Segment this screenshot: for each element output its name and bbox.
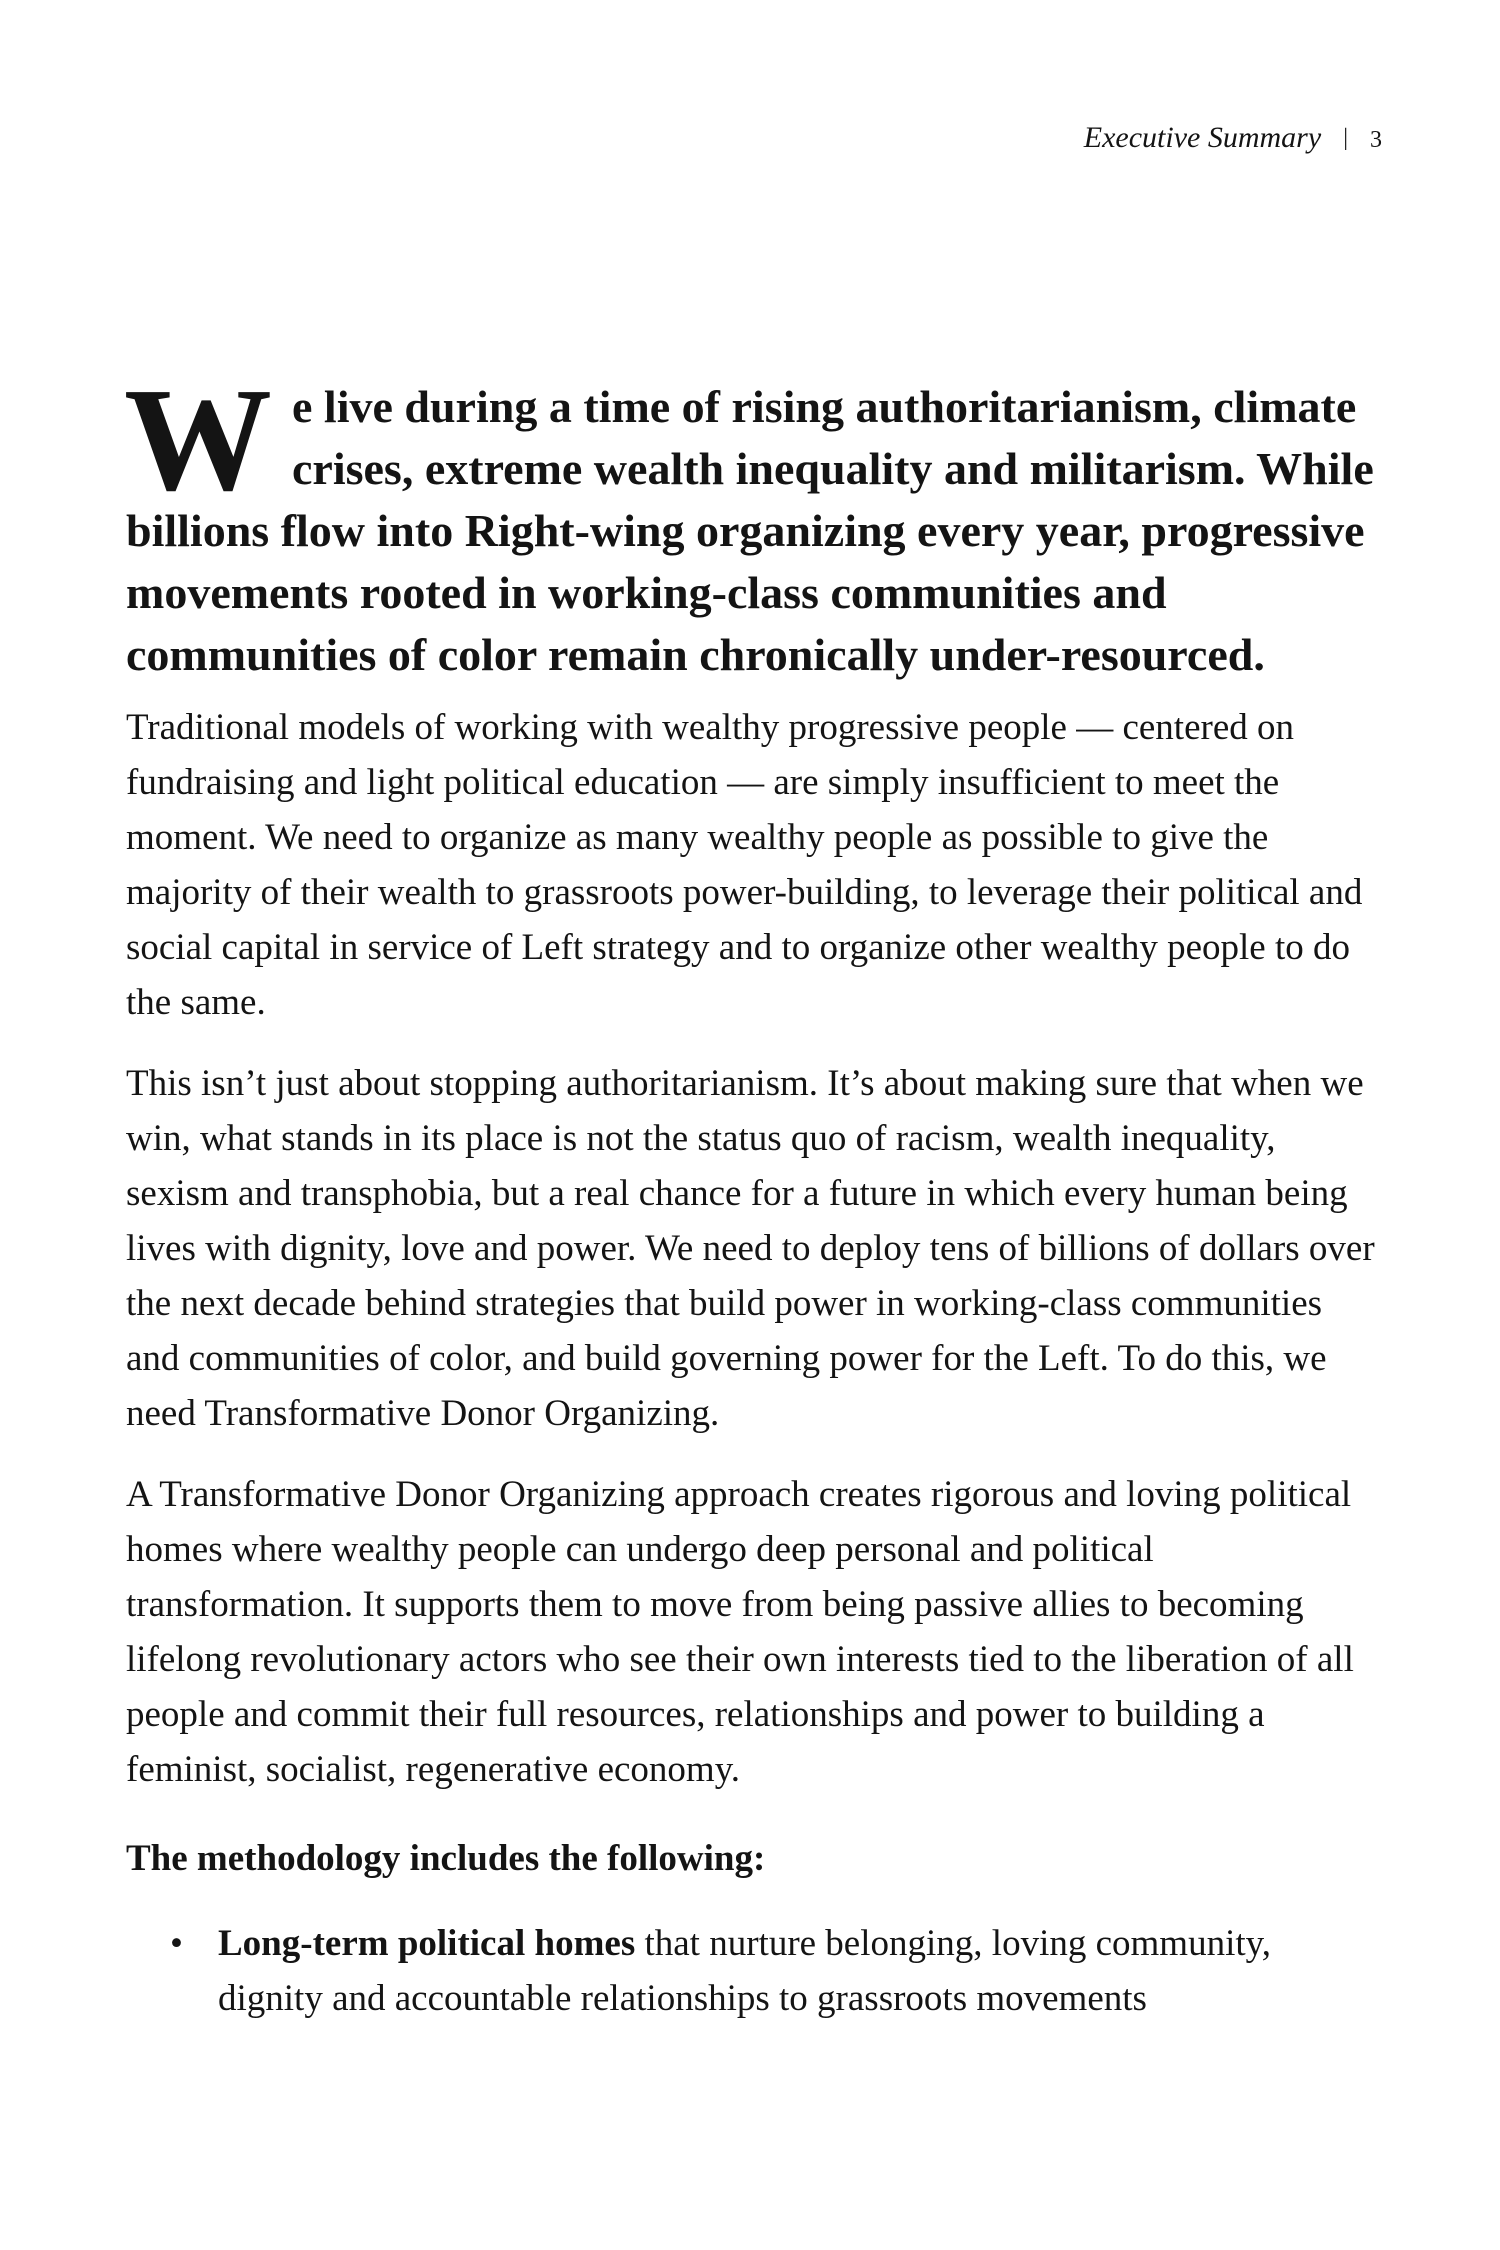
header-separator: |: [1343, 125, 1348, 151]
drop-cap: W: [124, 358, 272, 522]
body-paragraph-2: This isn’t just about stopping authoritarianism. It’s about making sure that when we win, what stands in its place is not the status quo of racism, wealth inequality, sexism and transphobia, but a real chance for a future in which every human being lives with dignity, love and power. We need to deploy tens of billions of dollars over the next decade behind strategies that build power in working-class communities and communities of color, and build governing power for the Left. To do this, we need Transformative Donor Organizing.: [126, 1063, 1375, 1434]
body-paragraph-1: Traditional models of working with wealthy progressive people — centered on fundraising and light political education — are simply insufficient to meet the moment. We need to organize as many wealthy people as possible to give the majority of their wealth to grassroots power-building, to leverage their political and social capital in service of Left strategy and to organize other wealthy people to do the same.: [126, 707, 1363, 1023]
list-item-text: that nurture belonging, loving community, dignity and accountable relationships to grassroots movements: [218, 1923, 1271, 2019]
methodology-heading: The methodology includes the following:: [126, 1838, 766, 1879]
lead-paragraph: [124, 358, 1376, 686]
body-paragraph-3: A Transformative Donor Organizing approach creates rigorous and loving political homes where wealthy people can undergo deep personal and political transformation. It supports them to move from being passive allies to becoming lifelong revolutionary actors who see their own interests tied to the liberation of all people and commit their full resources, relationships and power to building a feminist, socialist, regenerative economy.: [126, 1474, 1354, 1790]
bullet-icon: •: [170, 1923, 183, 1964]
methodology-list: [126, 1916, 1376, 2026]
section-title: Executive Summary: [1083, 121, 1322, 154]
list-item-term: Long-term political homes: [218, 1923, 636, 1964]
list-item: [126, 1916, 1376, 2026]
page-number: 3: [1370, 127, 1382, 153]
lead-text: e live during a time of rising authoritarianism, climate crises, extreme wealth inequality and militarism. While billions flow into Right-wing organizing every year, progressive movements rooted in working-class communities and communities of color remain chronically under-resourced.: [126, 381, 1374, 680]
running-header: [1084, 118, 1382, 160]
main-content: [124, 358, 1376, 2026]
